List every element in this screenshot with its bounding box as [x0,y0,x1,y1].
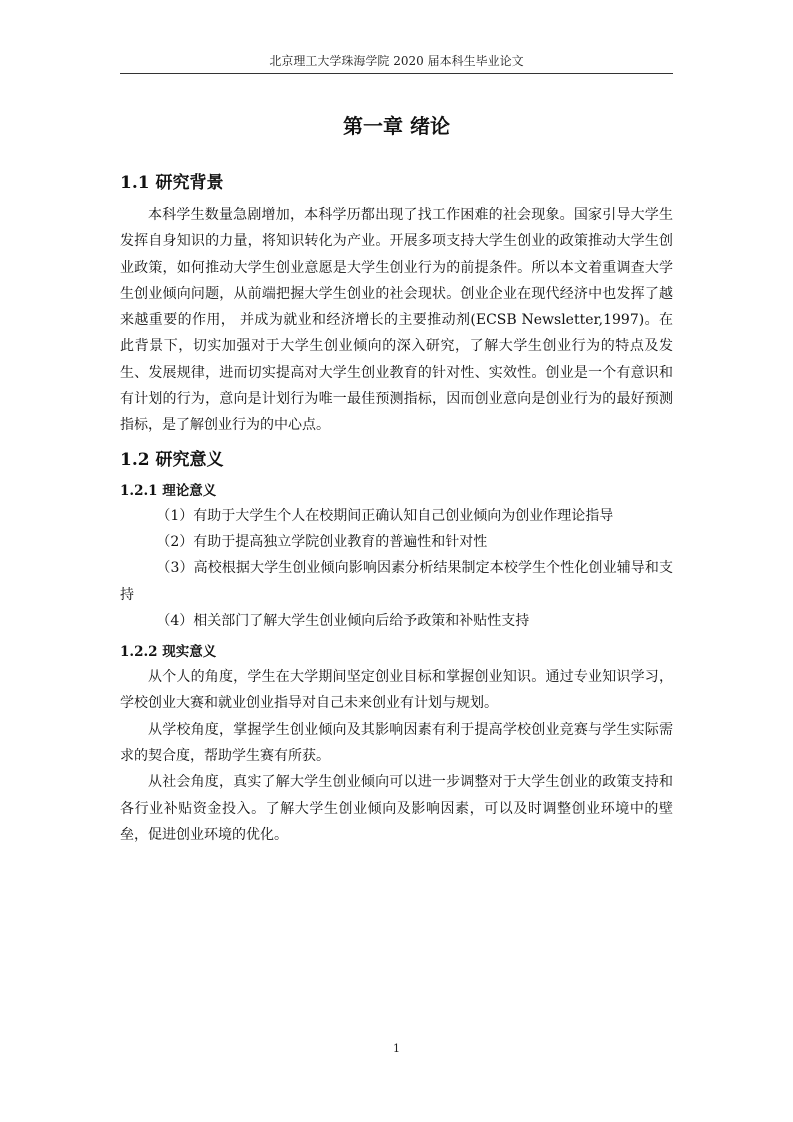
page-number: 1 [393,1042,400,1055]
list-item: （3）高校根据大学生创业倾向影响因素分析结果制定本校学生个性化创业辅导和支持 [120,560,673,603]
list-item: （4）相关部门了解大学生创业倾向后给予政策和补贴性支持 [156,612,530,629]
header-rule [120,73,673,74]
list-item: （1）有助于大学生个人在校期间正确认知自己创业倾向为创业作理论指导 [156,507,614,524]
running-header: 北京理工大学珠海学院 2020 届本科生毕业论文 [269,54,524,68]
list-item: （2）有助于提高独立学院创业教育的普遍性和针对性 [156,533,488,550]
section-heading-significance: 1.2 研究意义 [120,449,224,470]
practice-paragraph: 从社会角度，真实了解大学生创业倾向可以进一步调整对于大学生创业的政策支持和各行业补贴资金投入。了解大学生创业倾向及影响因素，可以及时调整创业环境中的壁垒，促进创业环境的优化。 [120,774,673,843]
subsection-heading-theory: 1.2.1 理论意义 [120,482,217,499]
page-content [120,112,673,848]
chapter-title: 第一章 绪论 [343,114,450,138]
section-heading-background: 1.1 研究背景 [120,173,224,193]
background-paragraph: 本科学生数量急剧增加，本科学历都出现了找工作困难的社会现象。国家引导大学生发挥自身知识的力量，将知识转化为产业。开展多项支持大学生创业的政策推动大学生创业政策，如何推动大学生创业意愿是大学生创业行为的前提条件。所以本文着重调查大学生创业倾向问题，从前端把握大学生创业的社会现状。创业企业在现代经济中也发挥了越来越重要的作用， 并成为就业和经济增长的主要推动剂(ECSB Newsletter,1997)。在此背景下，切实加强对于大学生创业倾向的深入研究，了解大学生创业行为的特点及发生、发展规律，进而切实提高对大学生创业教育的针对性、实效性。创业是一个有意识和有计划的行为，意向是计划行为唯一最佳预测指标，因而创业意向是创业行为的最好预测指标，是了解创业行为的中心点。 [120,207,673,434]
subsection-heading-practice: 1.2.2 现实意义 [120,644,217,661]
practice-paragraph: 从学校角度，掌握学生创业倾向及其影响因素有利于提高学校创业竞赛与学生实际需求的契合度，帮助学生赛有所获。 [120,721,673,765]
practice-paragraph: 从个人的角度，学生在大学期间坚定创业目标和掌握创业知识。通过专业知识学习，学校创业大赛和就业创业指导对自己未来创业有计划与规划。 [120,669,673,712]
